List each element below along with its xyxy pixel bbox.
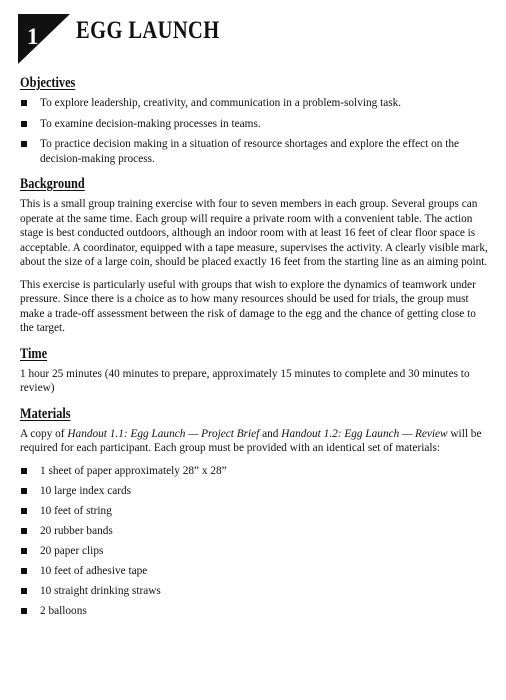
list-item: 10 feet of string bbox=[20, 504, 490, 519]
objectives-list bbox=[20, 96, 490, 166]
square-bullet-icon bbox=[21, 100, 27, 106]
materials-heading: Materials bbox=[20, 405, 71, 422]
square-bullet-icon bbox=[21, 528, 27, 534]
time-section bbox=[20, 345, 490, 396]
square-bullet-icon bbox=[21, 608, 27, 614]
time-text: 1 hour 25 minutes (40 minutes to prepare, approximately 15 minutes to complete and 30 minutes to review) bbox=[20, 367, 470, 394]
square-bullet-icon bbox=[21, 121, 27, 127]
list-item: 10 large index cards bbox=[20, 484, 490, 499]
list-item: To explore leadership, creativity, and communication in a problem-solving task. bbox=[20, 96, 490, 111]
square-bullet-icon bbox=[21, 141, 27, 147]
list-item: To examine decision-making processes in teams. bbox=[20, 117, 490, 132]
objectives-section bbox=[20, 74, 490, 166]
handout-1-ref: Handout 1.1: Egg Launch — Project Brief bbox=[67, 427, 260, 440]
list-item: 2 balloons bbox=[20, 604, 490, 619]
materials-intro: A copy of Handout 1.1: Egg Launch — Project Brief and Handout 1.2: Egg Launch — Review will be required for each participant. Each group must be provided with an identical set of materials: bbox=[20, 427, 482, 454]
list-item: 1 sheet of paper approximately 28” x 28” bbox=[20, 464, 490, 479]
list-item: 10 feet of adhesive tape bbox=[20, 564, 490, 579]
document-body bbox=[20, 74, 490, 627]
square-bullet-icon bbox=[21, 548, 27, 554]
square-bullet-icon bbox=[21, 508, 27, 514]
background-heading: Background bbox=[20, 176, 85, 192]
materials-list bbox=[20, 464, 490, 619]
chapter-badge-shape bbox=[18, 14, 70, 64]
square-bullet-icon bbox=[21, 488, 27, 494]
list-item: 20 paper clips bbox=[20, 544, 490, 559]
background-paragraph: This exercise is particularly useful with groups that wish to explore the dynamics of teamwork under pressure. Since there is a choice as to how many resources should be used for trials, the group must make a trade-off assessment between the risk of damage to the egg and the chance of getting close to the target. bbox=[20, 278, 476, 334]
chapter-badge bbox=[18, 14, 70, 64]
materials-section bbox=[20, 405, 490, 619]
list-item: To practice decision making in a situation of resource shortages and explore the effect on the decision-making process. bbox=[20, 137, 490, 166]
list-item: 20 rubber bands bbox=[20, 524, 490, 539]
handout-2-ref: Handout 1.2: Egg Launch — Review bbox=[281, 427, 448, 440]
objectives-heading: Objectives bbox=[20, 75, 76, 91]
square-bullet-icon bbox=[21, 468, 27, 474]
chapter-number: 1 bbox=[27, 24, 39, 49]
list-item: 10 straight drinking straws bbox=[20, 584, 490, 599]
square-bullet-icon bbox=[21, 588, 27, 594]
background-section bbox=[20, 175, 490, 336]
background-paragraph: This is a small group training exercise with four to seven members in each group. Several groups can operate at the same time. Each group will require a private room with a convenient table. The action stage is best conducted outdoors, although an indoor room with at least 16 feet of clear floor space is acceptable. A coordinator, equipped with a tape measure, supervises the activity. A clearly visible mark, about the size of a large coin, should be placed exactly 16 feet from the starting line as an aiming point. bbox=[20, 198, 488, 268]
page-title: EGG LAUNCH bbox=[76, 17, 220, 44]
square-bullet-icon bbox=[21, 568, 27, 574]
time-heading: Time bbox=[20, 345, 48, 362]
